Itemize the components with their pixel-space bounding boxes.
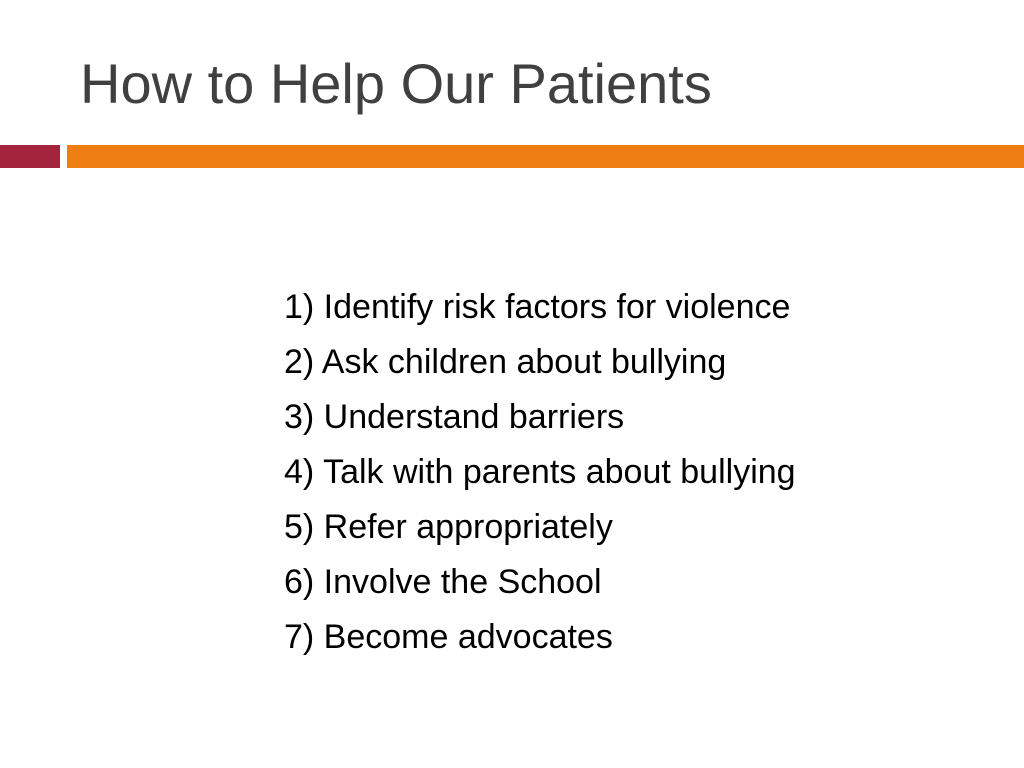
step-item-6: 6) Involve the School: [284, 563, 602, 601]
step-item-4: 4) Talk with parents about bullying: [284, 453, 796, 491]
slide-title: How to Help Our Patients: [80, 52, 712, 115]
step-item-7: 7) Become advocates: [284, 618, 613, 656]
title-accent-bar: [0, 145, 60, 168]
step-item-1: 1) Identify risk factors for violence: [284, 288, 791, 326]
step-item-5: 5) Refer appropriately: [284, 508, 613, 546]
steps-list: [284, 280, 796, 665]
step-item-3: 3) Understand barriers: [284, 398, 625, 436]
title-divider-bar: [67, 145, 1024, 168]
step-item-2: 2) Ask children about bullying: [284, 343, 727, 381]
